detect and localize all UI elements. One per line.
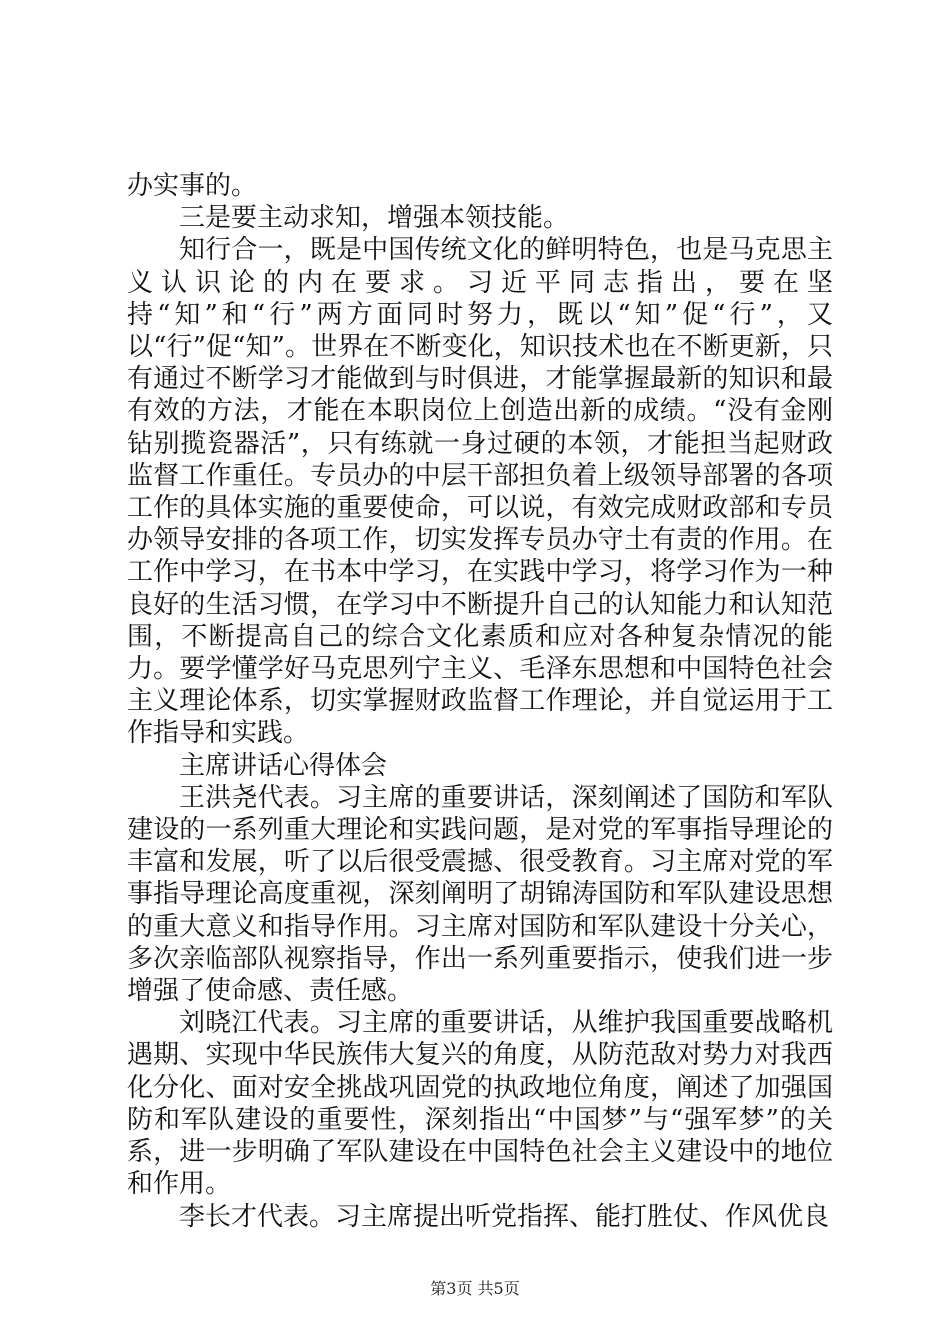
document-body [127, 170, 833, 1233]
paragraph-5: 王洪尧代表。习主席的重要讲话，深刻阐述了国防和军队建设的一系列重大理论和实践问题，是对党的军事指导理论的丰富和发展，听了以后很受震撼、很受教育。习主席对党的军事指导理论高度重视，深刻阐明了胡锦涛国防和军队建设思想的重大意义和指导作用。习主席对国防和军队建设十分关心，多次亲临部队视察指导，作出一系列重要指示，使我们进一步增强了使命感、责任感。 [127, 782, 833, 1007]
paragraph-3: 知行合一，既是中国传统文化的鲜明特色，也是马克思主义认识论的内在要求。习近平同志指出，要在坚持“知”和“行”两方面同时努力，既以“知”促“行”，又以“行”促“知”。世界在不断变化，知识技术也在不断更新，只有通过不断学习才能做到与时俱进，才能掌握最新的知识和最有效的方法，才能在本职岗位上创造出新的成绩。“没有金刚钻别揽瓷器活”，只有练就一身过硬的本领，才能担当起财政监督工作重任。专员办的中层干部担负着上级领导部署的各项工作的具体实施的重要使命，可以说，有效完成财政部和专员办领导安排的各项工作，切实发挥专员办守土有责的作用。在工作中学习，在书本中学习，在实践中学习，将学习作为一种良好的生活习惯，在学习中不断提升自己的认知能力和认知范围，不断提高自己的综合文化素质和应对各种复杂情况的能力。要学懂学好马克思列宁主义、毛泽东思想和中国特色社会主义理论体系，切实掌握财政监督工作理论，并自觉运用于工作指导和实践。 [127, 235, 833, 749]
paragraph-2: 三是要主动求知，增强本领技能。 [179, 203, 570, 234]
paragraph-7: 李长才代表。习主席提出听党指挥、能打胜仗、作风优良 [179, 1201, 830, 1232]
paragraph-1: 办实事的。 [127, 171, 258, 201]
paragraph-6: 刘晓江代表。习主席的重要讲话，从维护我国重要战略机遇期、实现中华民族伟大复兴的角度，从防范敌对势力对我西化分化、面对安全挑战巩固党的执政地位角度，阐述了加强国防和军队建设的重要性，深刻指出“中国梦”与“强军梦”的关系，进一步明确了军队建设在中国特色社会主义建设中的地位和作用。 [127, 1008, 833, 1200]
section-heading: 主席讲话心得体会 [179, 750, 388, 781]
page-number-footer: 第3页 共5页 [430, 1279, 520, 1298]
